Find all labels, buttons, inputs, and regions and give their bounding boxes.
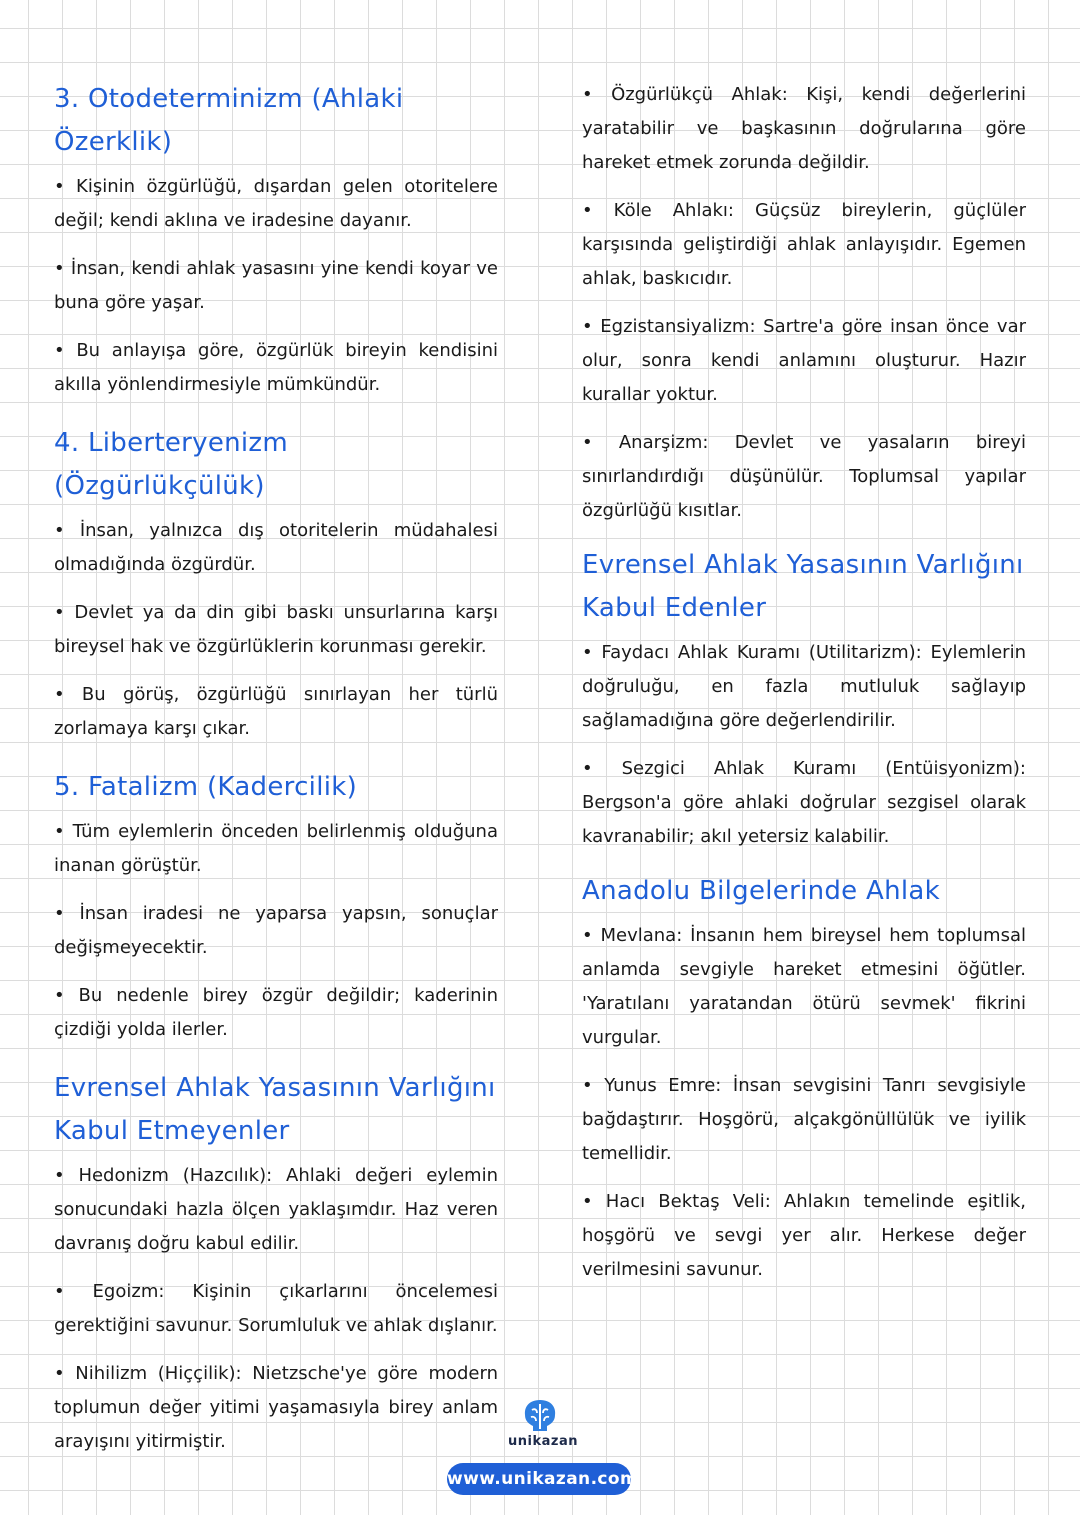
left-column <box>54 78 498 1479</box>
bullet-item: • Nihilizm (Hiççilik): Nietzsche'ye göre modern toplumun değer yitimi yaşamasıyla birey anlam arayışını yitirmiştir. <box>54 1363 498 1452</box>
bullet-item: • Bu görüş, özgürlüğü sınırlayan her türlü zorlamaya karşı çıkar. <box>54 684 498 739</box>
section-continued-list <box>582 78 1026 528</box>
section-kabul-etmeyenler <box>54 1067 498 1459</box>
section-liberteryenizm <box>54 422 498 746</box>
website-link[interactable]: www.unikazan.com <box>447 1463 631 1495</box>
section-title: Anadolu Bilgelerinde Ahlak <box>582 876 941 906</box>
section-fatalizm <box>54 766 498 1047</box>
section-title: 3. Otodeterminizm (Ahlaki Özerklik) <box>54 84 404 157</box>
bullet-item: • Kişinin özgürlüğü, dışardan gelen otoritelere değil; kendi aklına ve iradesine dayanır. <box>54 176 498 231</box>
bullet-item: • Hacı Bektaş Veli: Ahlakın temelinde eşitlik, hoşgörü ve sevgi yer alır. Herkese değer verilmesini savunur. <box>582 1191 1026 1280</box>
section-title <box>582 544 1026 630</box>
section-title-line: Kabul Edenler <box>582 593 767 623</box>
section-title: 4. Liberteryenizm (Özgürlükçülük) <box>54 428 289 501</box>
section-otodeterminizm <box>54 78 498 402</box>
section-anadolu-bilgeleri <box>582 870 1026 1287</box>
section-title-line: Evrensel Ahlak Yasasının Varlığını <box>54 1073 496 1103</box>
section-title-line: Evrensel Ahlak Yasasının Varlığını <box>582 550 1024 580</box>
bullet-item: • İnsan, kendi ahlak yasasını yine kendi koyar ve buna göre yaşar. <box>54 258 498 313</box>
logo-text: unikazan <box>508 1434 578 1449</box>
bullet-item: • Bu anlayışa göre, özgürlük bireyin kendisini akılla yönlendirmesiyle mümkündür. <box>54 340 498 395</box>
bullet-item: • Egoizm: Kişinin çıkarlarını öncelemesi gerektiğini savunur. Sorumluluk ve ahlak dışlanır. <box>54 1281 498 1336</box>
bullet-item: • Sezgici Ahlak Kuramı (Entüisyonizm): Bergson'a göre ahlaki doğrular sezgisel olarak kavranabilir; akıl yetersiz kalabilir. <box>582 758 1026 847</box>
bullet-item: • Anarşizm: Devlet ve yasaların bireyi sınırlandırdığı düşünülür. Toplumsal yapılar özgürlüğü kısıtlar. <box>582 432 1026 521</box>
bullet-item: • İnsan, yalnızca dış otoritelerin müdahalesi olmadığında özgürdür. <box>54 520 498 575</box>
section-kabul-edenler <box>582 544 1026 854</box>
bullet-item: • Yunus Emre: İnsan sevgisini Tanrı sevgisiyle bağdaştırır. Hoşgörü, alçakgönüllülük ve iyilik temellidir. <box>582 1075 1026 1164</box>
bullet-item: • Egzistansiyalizm: Sartre'a göre insan önce var olur, sonra kendi anlamını oluşturur. Hazır kurallar yoktur. <box>582 316 1026 405</box>
head-logo-icon <box>520 1398 560 1432</box>
unikazan-logo <box>508 1398 578 1449</box>
bullet-item: • Devlet ya da din gibi baskı unsurlarına karşı bireysel hak ve özgürlüklerin korunması gerekir. <box>54 602 498 657</box>
section-title: 5. Fatalizm (Kadercilik) <box>54 772 358 802</box>
bullet-item: • Faydacı Ahlak Kuramı (Utilitarizm): Eylemlerin doğruluğu, en fazla mutluluk sağlayıp sağlamadığına göre değerlendirilir. <box>582 642 1026 731</box>
right-column <box>582 78 1026 1303</box>
bullet-item: • Mevlana: İnsanın hem bireysel hem toplumsal anlamda sevgiyle hareket etmesini öğütler. 'Yaratılanı yaratandan ötürü sevmek' fikrini vurgular. <box>582 925 1026 1048</box>
bullet-item: • Bu nedenle birey özgür değildir; kaderinin çizdiği yolda ilerler. <box>54 985 498 1040</box>
bullet-item: • İnsan iradesi ne yaparsa yapsın, sonuçlar değişmeyecektir. <box>54 903 498 958</box>
section-title <box>54 1067 498 1153</box>
bullet-item: • Özgürlükçü Ahlak: Kişi, kendi değerlerini yaratabilir ve başkasının doğrularına göre hareket etmek zorunda değildir. <box>582 84 1026 173</box>
bullet-item: • Hedonizm (Hazcılık): Ahlaki değeri eylemin sonucundaki hazla ölçen yaklaşımdır. Haz veren davranış doğru kabul edilir. <box>54 1165 498 1254</box>
section-title-line: Kabul Etmeyenler <box>54 1116 290 1146</box>
bullet-item: • Köle Ahlakı: Güçsüz bireylerin, güçlüler karşısında geliştirdiği ahlak anlayışıdır. Egemen ahlak, baskıcıdır. <box>582 200 1026 289</box>
bullet-item: • Tüm eylemlerin önceden belirlenmiş olduğuna inanan görüştür. <box>54 821 498 876</box>
